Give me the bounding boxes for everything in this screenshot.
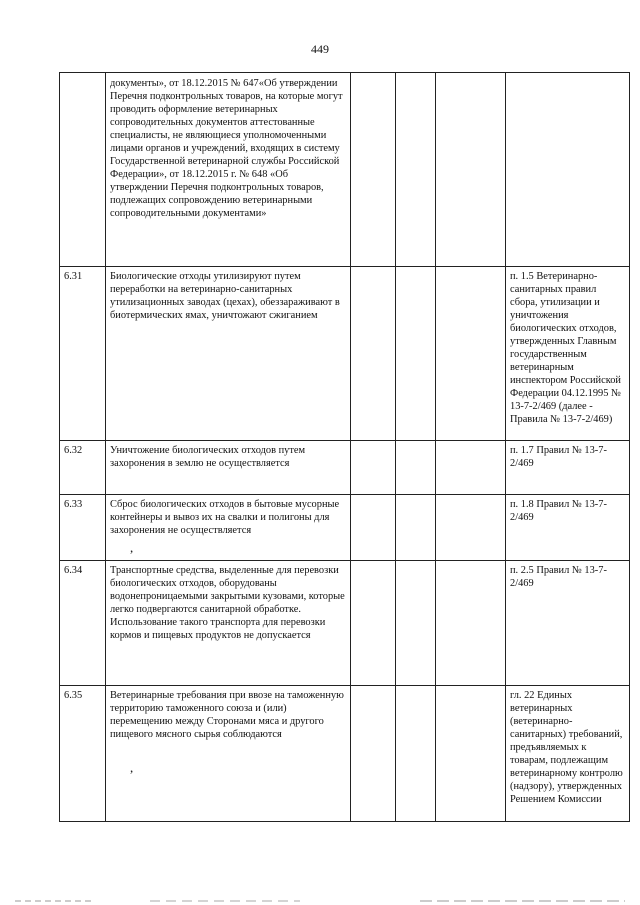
legal-reference: гл. 22 Единых ветеринарных (ветеринарно-санитарных) требований, предъявляемых к товарам, подлежащим ветеринарному контролю (надзору), утвержденных Решением Комиссии [506,686,630,822]
answer-no-cell [396,686,436,822]
table-row [60,561,630,686]
row-number: 6.35 [60,686,106,822]
not-applicable-cell [436,495,506,561]
answer-no-cell [396,267,436,441]
requirement-text: Уничтожение биологических отходов путем захоронения в землю не осуществляется [106,441,351,495]
not-applicable-cell [436,561,506,686]
table-row [60,686,630,822]
not-applicable-cell [436,686,506,822]
requirement-text: Сброс биологических отходов в бытовые мусорные контейнеры и вывоз их на свалки и полигоны для захоронения не осуществляется [110,499,340,536]
answer-yes-cell [351,495,396,561]
scan-edge-marks [0,897,640,905]
answer-no-cell [396,441,436,495]
answer-no-cell [396,495,436,561]
legal-reference: п. 2.5 Правил № 13-7-2/469 [506,561,630,686]
not-applicable-cell [436,441,506,495]
answer-no-cell [396,561,436,686]
pen-mark: , [130,540,134,555]
requirements-table [59,72,630,822]
table-row [60,495,630,561]
not-applicable-cell [436,267,506,441]
table-row [60,73,630,267]
row-number: 6.33 [60,495,106,561]
legal-reference [506,73,630,267]
table-row [60,267,630,441]
answer-no-cell [396,73,436,267]
table-row [60,441,630,495]
row-number: 6.32 [60,441,106,495]
answer-yes-cell [351,73,396,267]
requirement-text: Биологические отходы утилизируют путем переработки на ветеринарно-санитарных утилизационных заводах (цехах), обеззараживают в биотермических ямах, уничтожают сжиганием [106,267,351,441]
legal-reference: п. 1.7 Правил № 13-7-2/469 [506,441,630,495]
requirement-text: Транспортные средства, выделенные для перевозки биологических отходов, оборудованы водонепроницаемыми закрытыми кузовами, которые легко подвергаются санитарной обработке. Использование такого транспорта для перевозки кормов и пищевых продуктов не допускается [106,561,351,686]
row-number: 6.34 [60,561,106,686]
requirement-text: Ветеринарные требования при ввозе на таможенную территорию таможенного союза и (или) перемещению между Сторонами мяса и другого пищевого мясного сырья соблюдаются [110,690,344,740]
answer-yes-cell [351,561,396,686]
row-number: 6.31 [60,267,106,441]
legal-reference: п. 1.8 Правил № 13-7-2/469 [506,495,630,561]
row-number [60,73,106,267]
not-applicable-cell [436,73,506,267]
legal-reference: п. 1.5 Ветеринарно-санитарных правил сбора, утилизации и уничтожения биологических отходов, утвержденных Главным государственным ветеринарным инспектором Российской Федерации 04.12.1995 № 13-7-2/469 (далее - Правила № 13-7-2/469) [506,267,630,441]
page-number: 449 [311,42,329,56]
answer-yes-cell [351,686,396,822]
requirement-text: документы», от 18.12.2015 № 647«Об утверждении Перечня подконтрольных товаров, на которые могут проводить оформление ветеринарных сопроводительных документов аттестованные специалисты, не являющиеся уполномоченными лицами органов и учреждений, входящих в систему Государственной ветеринарной службы Российской Федерации», от 18.12.2015 г. № 648 «Об утверждении Перечня подконтрольных товаров, подлежащих сопровождению ветеринарными сопроводительными документами» [106,73,351,267]
pen-mark: , [130,760,134,775]
answer-yes-cell [351,441,396,495]
answer-yes-cell [351,267,396,441]
